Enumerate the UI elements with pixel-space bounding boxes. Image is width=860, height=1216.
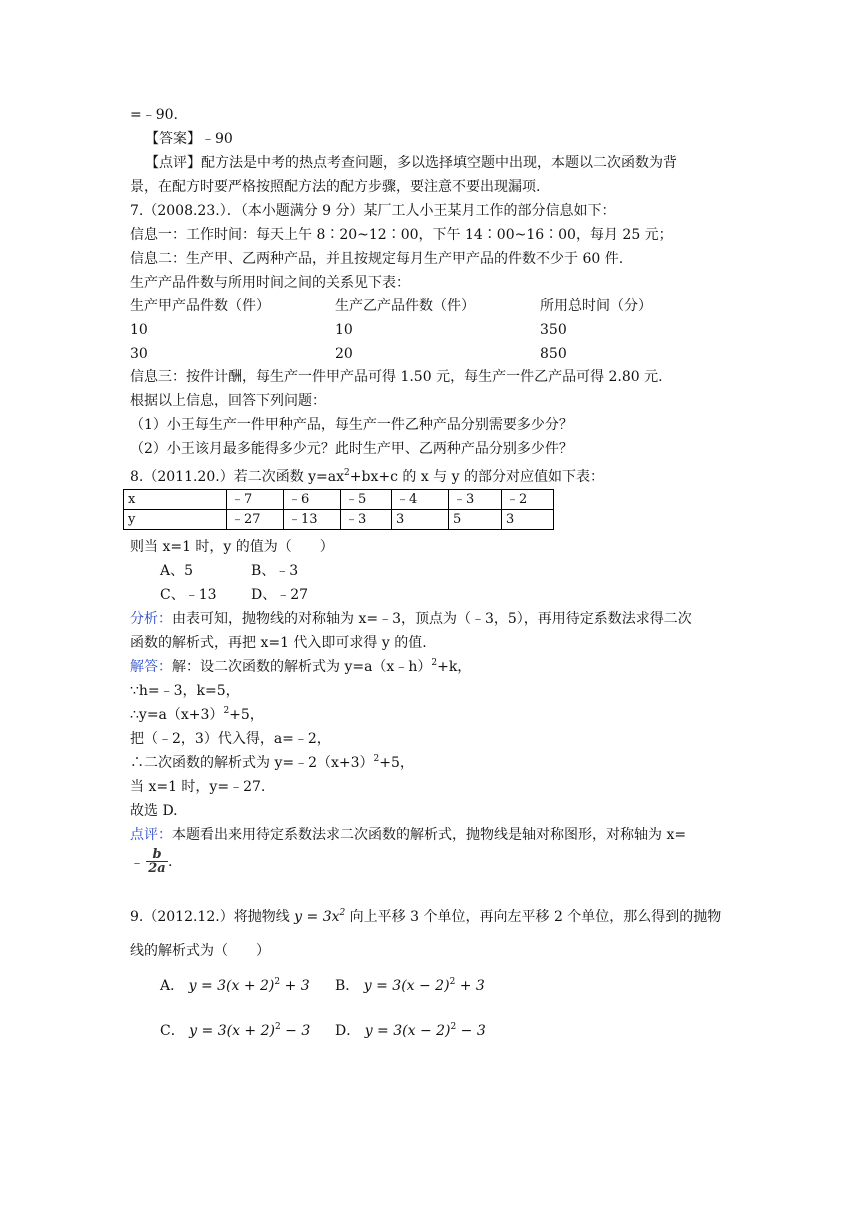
q8-value-table bbox=[123, 489, 554, 530]
q7-title: 7.（2008.23.）．（本小题满分 9 分）某厂工人小王某月工作的部分信息如下： bbox=[130, 203, 616, 219]
symmetry-axis-fraction: ﹣ b 2a . bbox=[130, 847, 173, 876]
table-cell: 3 bbox=[502, 510, 554, 530]
q7-sub1: （1）小王每生产一件甲种产品，每生产一件乙种产品分别需要多少分？ bbox=[130, 417, 573, 433]
table-cell: ﹣13 bbox=[284, 510, 341, 530]
q8-solution-line-5: ∴二次函数的解析式为 $y=﹣2(x+3)^2+5$， bbox=[130, 754, 414, 771]
q8-analysis-line-2: 函数的解析式，再把 x=1 代入即可求得 y 的值. bbox=[130, 635, 427, 651]
table-cell: x bbox=[124, 490, 227, 510]
q7-cell: 30 bbox=[130, 346, 148, 362]
q9-option-a: A． $y = 3(x + 2)^2 + 3$ bbox=[160, 977, 310, 994]
table-cell: y bbox=[124, 510, 227, 530]
q7-ask: 根据以上信息，回答下列问题： bbox=[130, 393, 326, 409]
q8-solution-line-7: 故选 D. bbox=[130, 803, 178, 819]
q8-solution-line-1: 解答：解：设二次函数的解析式为 y=a（x﹣h）$^2$+k， bbox=[130, 658, 472, 675]
q9-title-line-2: 线的解析式为（ ） bbox=[130, 943, 270, 959]
q7-cell: 850 bbox=[540, 346, 567, 362]
table-cell: 3 bbox=[392, 510, 449, 530]
prev-result: =﹣90. bbox=[130, 107, 178, 123]
answer-label: 【答案】﹣90 bbox=[145, 131, 233, 147]
q8-question: 则当 x=1 时，y 的值为（ ） bbox=[130, 539, 334, 555]
q7-cell: 10 bbox=[335, 322, 353, 338]
table-cell: ﹣5 bbox=[341, 490, 392, 510]
comment-line-2: 景，在配方时要严格按照配方法的配方步骤，要注意不要出现漏项. bbox=[130, 179, 541, 195]
q7-intro: 生产产品件数与所用时间之间的关系见下表： bbox=[130, 275, 410, 291]
q8-analysis-line-1: 分析：由表可知，抛物线的对称轴为 x=﹣3，顶点为（﹣3，5），再用待定系数法求得二次 bbox=[130, 611, 692, 627]
table-cell: ﹣3 bbox=[449, 490, 502, 510]
q7-cell: 20 bbox=[335, 346, 353, 362]
q8-option-c: C、﹣13 bbox=[160, 587, 217, 603]
q9-title-line-1: 9.（2012.12.）将抛物线 $y = 3x^2$ 向上平移 3 个单位，再向左平移 2 个单位，那么得到的抛物 bbox=[130, 908, 722, 925]
q8-solution-line-3: $\therefore y=a(x+3)^2+5$， bbox=[130, 706, 264, 723]
comment-line-1: 【点评】配方法是中考的热点考查问题，多以选择填空题中出现，本题以二次函数为背 bbox=[145, 155, 677, 171]
table-cell: ﹣2 bbox=[502, 490, 554, 510]
table-cell: ﹣3 bbox=[341, 510, 392, 530]
table-row bbox=[124, 510, 554, 530]
q8-solution-line-6: 当 x=1 时，y=﹣27. bbox=[130, 779, 266, 795]
table-cell: 5 bbox=[449, 510, 502, 530]
q9-option-d: D． $y = 3(x - 2)^2 - 3$ bbox=[335, 1022, 486, 1039]
table-cell: ﹣6 bbox=[284, 490, 341, 510]
q8-option-d: D、﹣27 bbox=[251, 587, 309, 603]
q7-info2: 信息二：生产甲、乙两种产品，并且按规定每月生产甲产品的件数不少于 60 件. bbox=[130, 251, 624, 267]
table-cell: ﹣27 bbox=[227, 510, 284, 530]
q8-solution-line-2: ∵h=﹣3，k=5， bbox=[130, 683, 240, 699]
q7-header-b: 生产乙产品件数（件） bbox=[335, 298, 475, 314]
q7-info3: 信息三：按件计酬，每生产一件甲产品可得 1.50 元，每生产一件乙产品可得 2.80 元. bbox=[130, 369, 663, 385]
q7-cell: 350 bbox=[540, 322, 567, 338]
q8-option-a: A、5 bbox=[160, 563, 194, 579]
q8-title: 8.（2011.20.）若二次函数 $y=ax^2+bx+c$ 的 x 与 y 的部分对应值如下表： bbox=[130, 468, 604, 485]
analysis-label: 分析： bbox=[130, 611, 172, 627]
table-cell: ﹣7 bbox=[227, 490, 284, 510]
q8-review-line: 点评：本题看出来用待定系数法求二次函数的解析式，抛物线是轴对称图形，对称轴为 x= bbox=[130, 827, 687, 843]
q9-option-c: C． $y = 3(x + 2)^2 - 3$ bbox=[160, 1022, 311, 1039]
table-row bbox=[124, 490, 554, 510]
review-label: 点评： bbox=[130, 827, 172, 843]
q7-header-a: 生产甲产品件数（件） bbox=[130, 298, 270, 314]
solution-label: 解答： bbox=[130, 659, 172, 675]
table-cell: ﹣4 bbox=[392, 490, 449, 510]
q7-header-time: 所用总时间（分） bbox=[540, 298, 652, 314]
q7-sub2: （2）小王该月最多能得多少元？此时生产甲、乙两种产品分别多少件？ bbox=[130, 441, 573, 457]
q8-solution-line-4: 把（﹣2，3）代入得，a=﹣2， bbox=[130, 731, 331, 747]
q7-cell: 10 bbox=[130, 322, 148, 338]
q7-info1: 信息一：工作时间：每天上午 8∶20~12∶00，下午 14∶00~16∶00，每月 25 元； bbox=[130, 227, 673, 243]
q8-option-b: B、﹣3 bbox=[251, 563, 299, 579]
q9-option-b: B． $y = 3(x - 2)^2 + 3$ bbox=[335, 977, 485, 994]
